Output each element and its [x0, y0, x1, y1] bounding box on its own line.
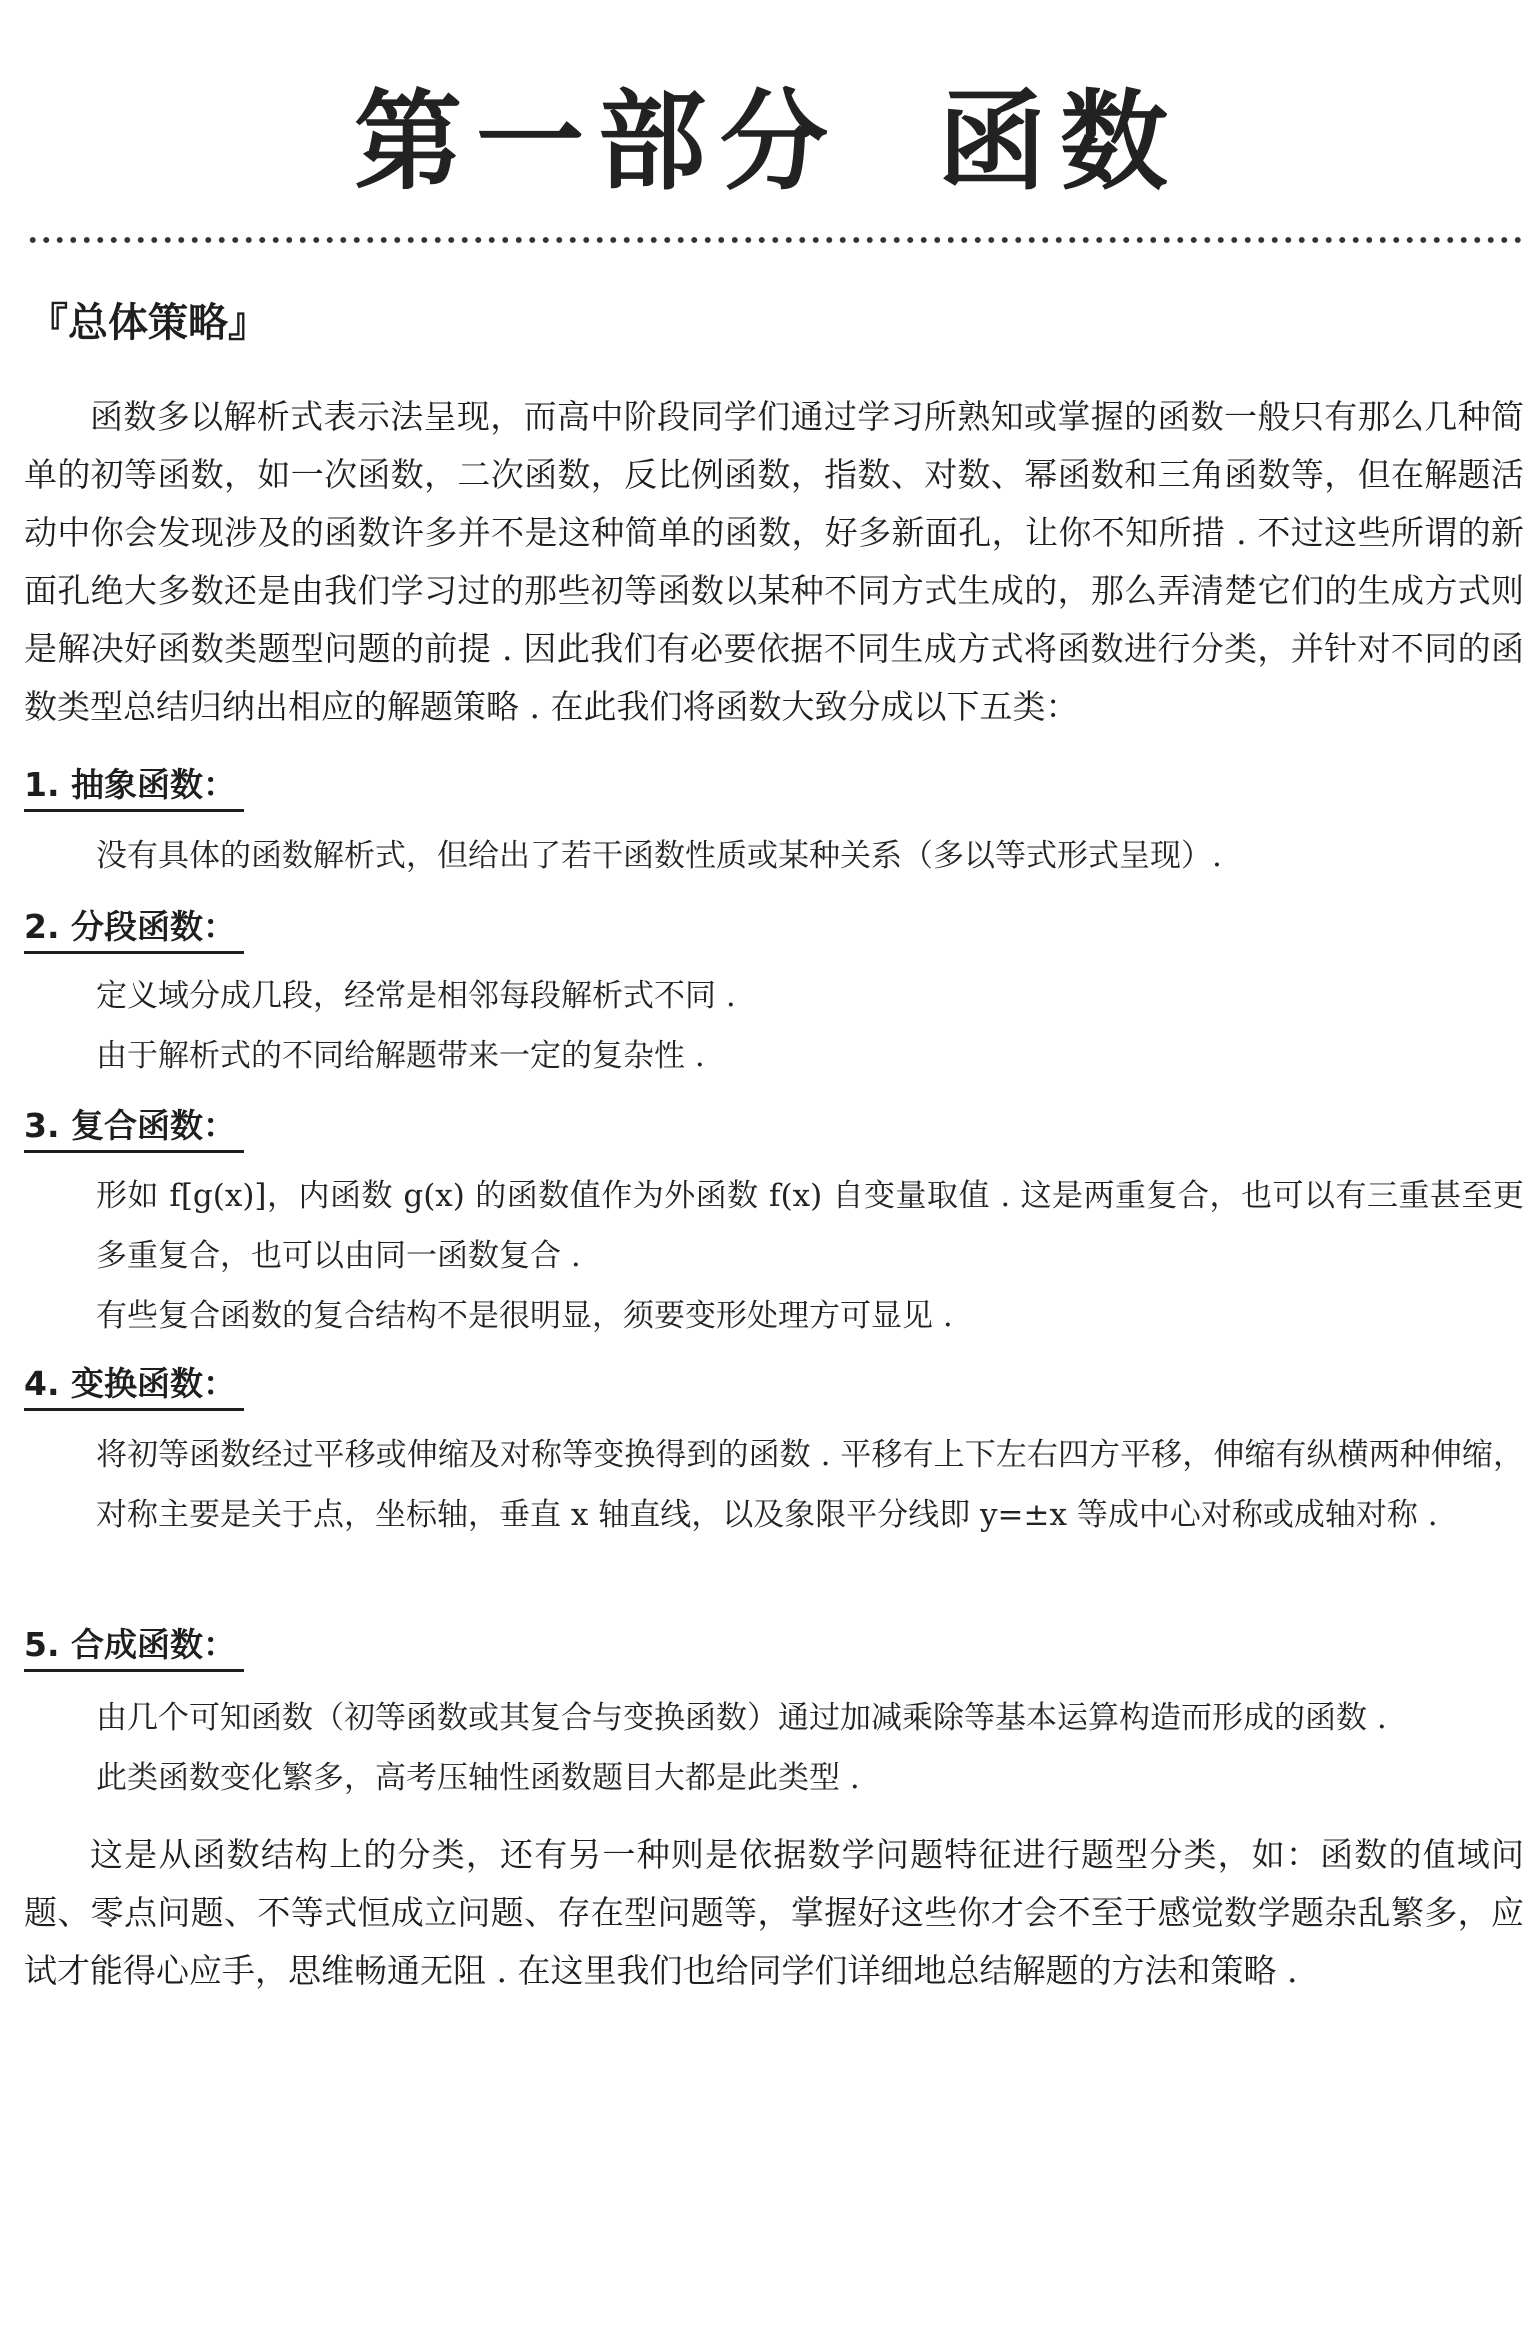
section-heading-transformed-function: 4. 变换函数：: [24, 1362, 244, 1411]
strategy-heading: 『总体策略』: [28, 300, 268, 346]
section-body-synthesized-function: [96, 1688, 1524, 1808]
section-line: 由几个可知函数（初等函数或其复合与变换函数）通过加减乘除等基本运算构造而形成的函数 .: [96, 1700, 1387, 1736]
section-line: 定义域分成几段，经常是相邻每段解析式不同 .: [96, 978, 736, 1014]
section-line: 将初等函数经过平移或伸缩及对称等变换得到的函数 . 平移有上下左右四方平移，伸缩有纵横两种伸缩，对称主要是关于点，坐标轴，垂直 x 轴直线，以及象限平分线即 y=±x 等成中心对称或成轴对称 .: [96, 1437, 1524, 1533]
dotted-divider: [26, 236, 1526, 244]
section-body-transformed-function: [96, 1425, 1524, 1545]
intro-paragraph: 函数多以解析式表示法呈现，而高中阶段同学们通过学习所熟知或掌握的函数一般只有那么几种简单的初等函数，如一次函数，二次函数，反比例函数，指数、对数、幂函数和三角函数等，但在解题活动中你会发现涉及的函数许多并不是这种简单的函数，好多新面孔，让你不知所措 . 不过这些所谓的新面孔绝大多数还是由我们学习过的那些初等函数以某种不同方式生成的，那么弄清楚它们的生成方式则是解决好函数类题型问题的前提 . 因此我们有必要依据不同生成方式将函数进行分类，并针对不同的函数类型总结归纳出相应的解题策略 . 在此我们将函数大致分成以下五类：: [24, 397, 1524, 726]
section-heading-piecewise-function: 2. 分段函数：: [24, 905, 244, 954]
section-line: 没有具体的函数解析式，但给出了若干函数性质或某种关系（多以等式形式呈现）.: [96, 838, 1222, 874]
section-heading-abstract-function: 1. 抽象函数：: [24, 763, 244, 812]
closing-paragraph: 这是从函数结构上的分类，还有另一种则是依据数学问题特征进行题型分类，如：函数的值域问题、零点问题、不等式恒成立问题、存在型问题等，掌握好这些你才会不至于感觉数学题杂乱繁多，应试才能得心应手，思维畅通无阻 . 在这里我们也给同学们详细地总结解题的方法和策略 .: [24, 1835, 1524, 1990]
section-body-composite-function: [96, 1166, 1524, 1346]
chapter-title: [0, 78, 1536, 208]
section-line: 此类函数变化繁多，高考压轴性函数题目大都是此类型 .: [96, 1760, 860, 1796]
chapter-topic: 函数: [938, 80, 1183, 205]
section-heading-synthesized-function: 5. 合成函数：: [24, 1623, 244, 1672]
chapter-part: 第一部分: [353, 80, 842, 205]
section-line: 有些复合函数的复合结构不是很明显，须要变形处理方可显见 .: [96, 1298, 953, 1334]
section-body-piecewise-function: [96, 966, 1524, 1086]
section-body-abstract-function: [96, 826, 1524, 886]
section-heading-composite-function: 3. 复合函数：: [24, 1104, 244, 1153]
section-line: 由于解析式的不同给解题带来一定的复杂性 .: [96, 1038, 705, 1074]
section-line: 形如 f[g(x)]，内函数 g(x) 的函数值作为外函数 f(x) 自变量取值 . 这是两重复合，也可以有三重甚至更多重复合，也可以由同一函数复合 .: [96, 1178, 1524, 1274]
